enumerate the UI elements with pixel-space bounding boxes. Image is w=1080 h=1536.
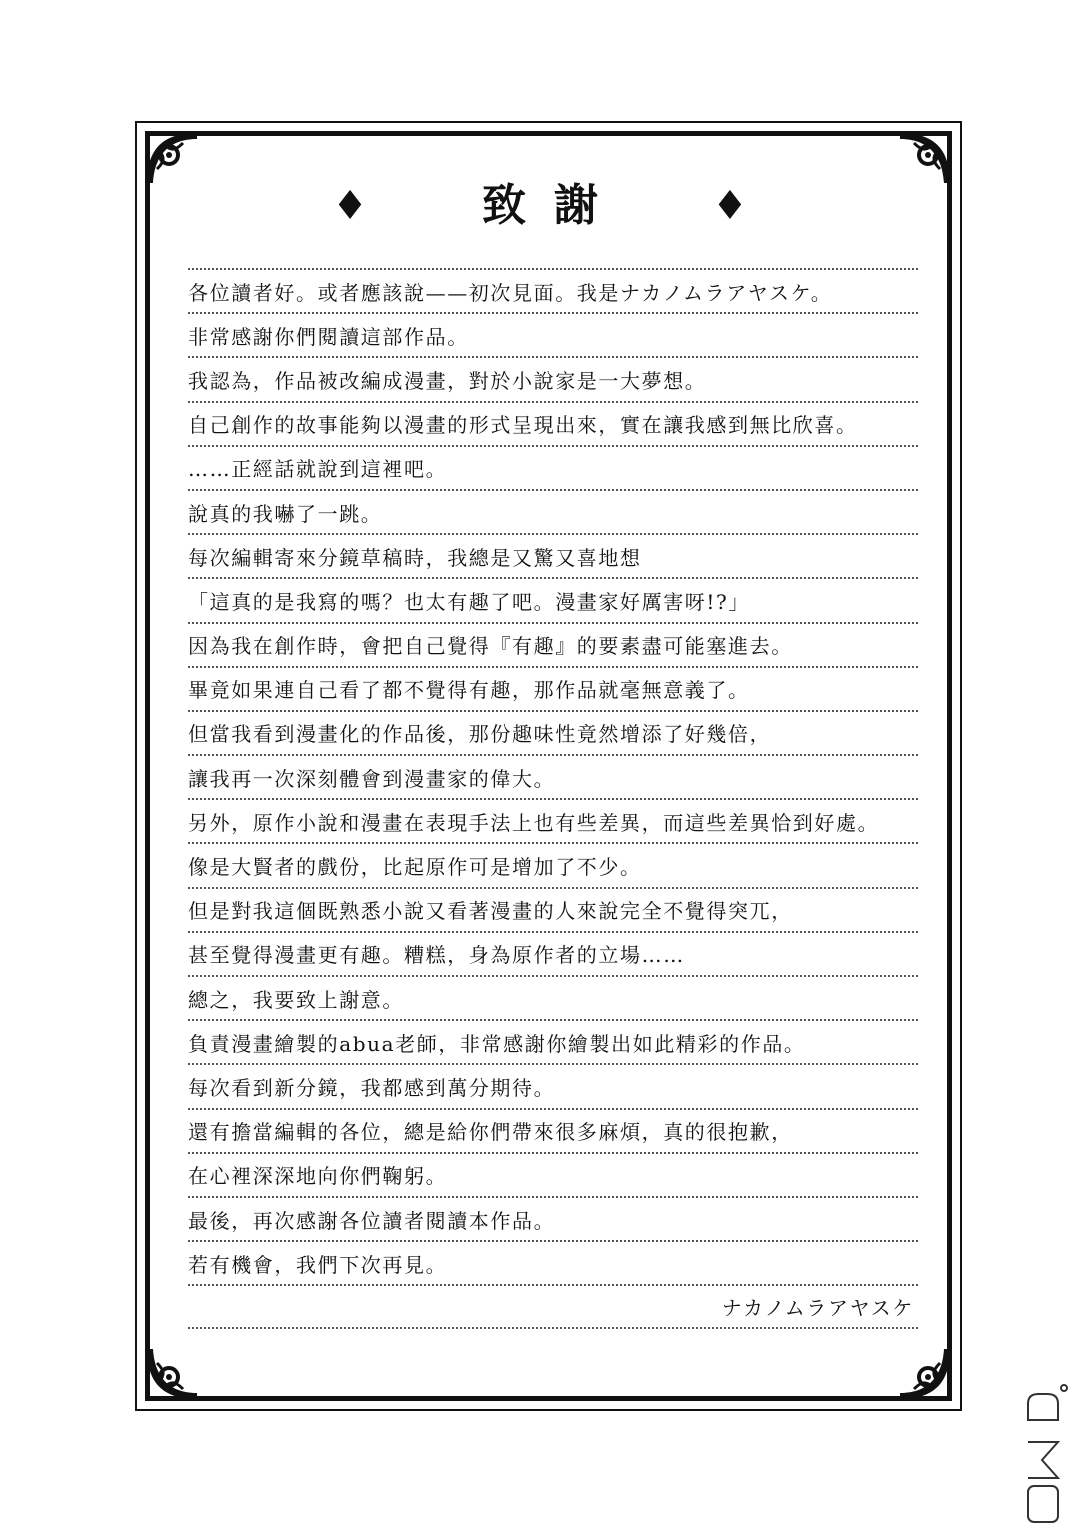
text-line: 最後，再次感謝各位讀者閱讀本作品。 (188, 1196, 918, 1240)
text-line: 但是對我這個既熟悉小說又看著漫畫的人來說完全不覺得突兀， (188, 887, 918, 931)
title-row (0, 176, 1080, 236)
text-line: 因為我在創作時，會把自己覺得『有趣』的要素盡可能塞進去。 (188, 622, 918, 666)
text-line: 非常感謝你們閱讀這部作品。 (188, 312, 918, 356)
text-line: 讓我再一次深刻體會到漫畫家的偉大。 (188, 754, 918, 798)
corner-ornament-icon (143, 1345, 201, 1403)
text-line: 總之，我要致上謝意。 (188, 975, 918, 1019)
text-line: 在心裡深深地向你們鞠躬。 (188, 1152, 918, 1196)
dm5-watermark-logo (1022, 1380, 1070, 1530)
text-line: ……正經話就說到這裡吧。 (188, 445, 918, 489)
corner-ornament-icon (896, 1345, 954, 1403)
text-line: 說真的我嚇了一跳。 (188, 489, 918, 533)
text-line: 各位讀者好。或者應該說——初次見面。我是ナカノムラアヤスケ。 (188, 268, 918, 312)
text-line: 「這真的是我寫的嗎？也太有趣了吧。漫畫家好厲害呀!?」 (188, 577, 918, 621)
text-line: 我認為，作品被改編成漫畫，對於小說家是一大夢想。 (188, 356, 918, 400)
page-title: 致謝 (482, 180, 626, 231)
text-line: 還有擔當編輯的各位，總是給你們帶來很多麻煩，真的很抱歉， (188, 1108, 918, 1152)
text-line: 但當我看到漫畫化的作品後，那份趣味性竟然增添了好幾倍， (188, 710, 918, 754)
text-line: 另外，原作小說和漫畫在表現手法上也有些差異，而這些差異恰到好處。 (188, 798, 918, 842)
text-line: 畢竟如果連自己看了都不覺得有趣，那作品就毫無意義了。 (188, 666, 918, 710)
text-line: 像是大賢者的戲份，比起原作可是增加了不少。 (188, 842, 918, 886)
acknowledgement-text (188, 268, 918, 1329)
text-line: 自己創作的故事能夠以漫畫的形式呈現出來，實在讓我感到無比欣喜。 (188, 401, 918, 445)
text-line: 每次編輯寄來分鏡草稿時，我總是又驚又喜地想 (188, 533, 918, 577)
text-line: 甚至覺得漫畫更有趣。糟糕，身為原作者的立場…… (188, 931, 918, 975)
text-line: 若有機會，我們下次再見。 (188, 1240, 918, 1284)
text-line: 每次看到新分鏡，我都感到萬分期待。 (188, 1063, 918, 1107)
diamond-icon: ♦ (332, 183, 368, 229)
diamond-icon: ♦ (712, 183, 748, 229)
author-signature: ナカノムラアヤスケ (188, 1284, 918, 1328)
text-line: 負責漫畫繪製的abua老師，非常感謝你繪製出如此精彩的作品。 (188, 1019, 918, 1063)
